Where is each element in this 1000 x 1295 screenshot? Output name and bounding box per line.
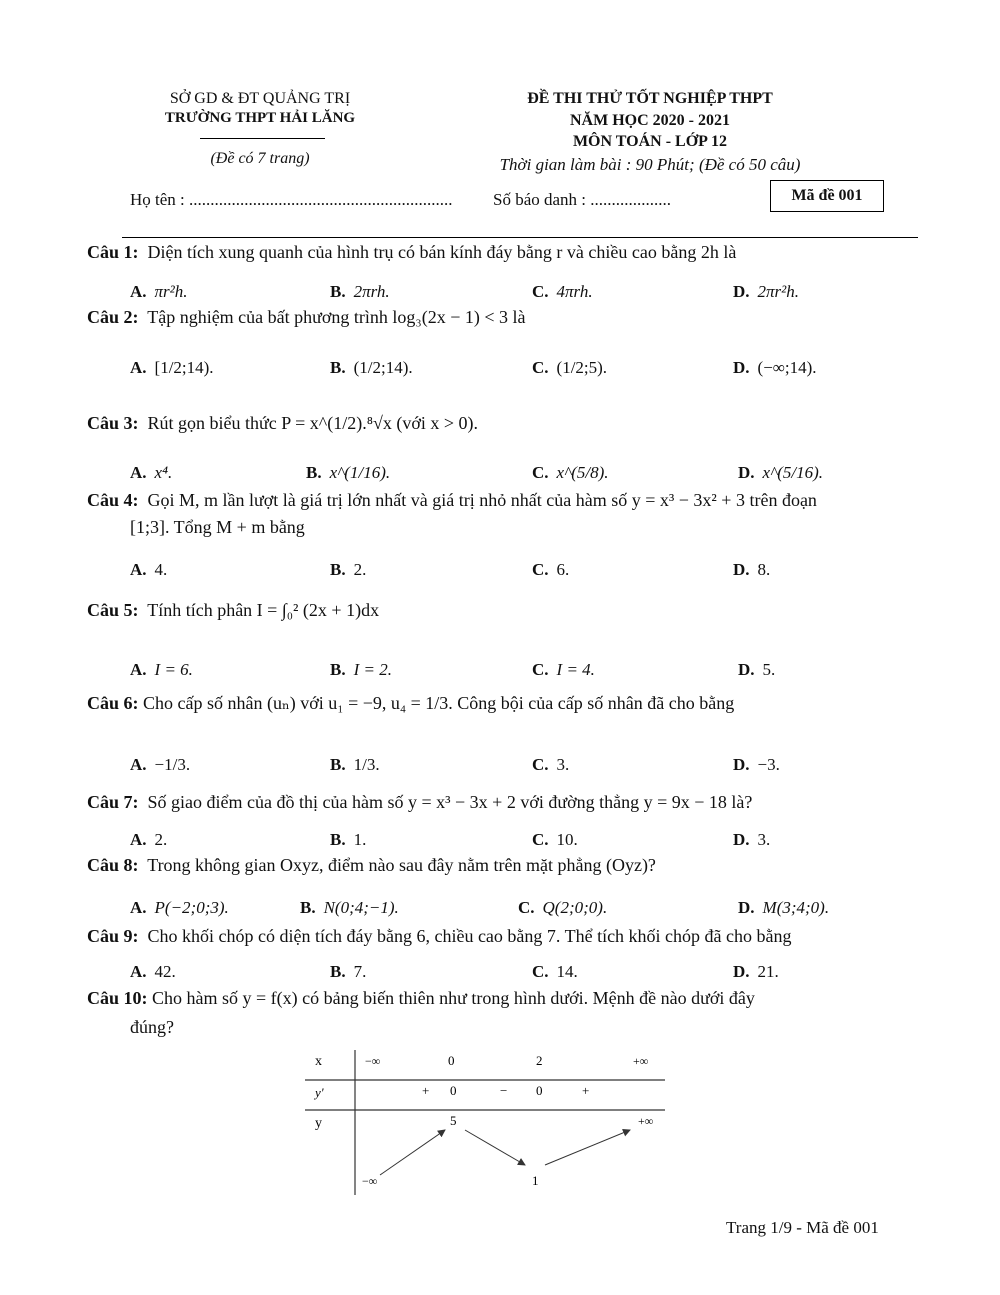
yp-val-3: −: [500, 1083, 508, 1098]
question-2: Câu 2: Tập nghiệm của bất phương trình log₃(2x − 1) < 3 là: [87, 307, 526, 327]
yp-val-1: +: [422, 1083, 430, 1098]
x-val-4: +∞: [633, 1054, 649, 1068]
x-val-3: 2: [536, 1053, 543, 1068]
time-note: Thời gian làm bài : 90 Phút; (Đề có 50 câu): [499, 155, 801, 174]
q6-option-d: D. −3.: [733, 755, 780, 774]
y-val-pinf: +∞: [638, 1114, 654, 1128]
y-label: y: [315, 1116, 322, 1131]
q7-option-a: A. 2.: [130, 830, 168, 849]
q4-option-c: C. 6.: [532, 560, 570, 579]
q3-option-a: A. x⁴.: [130, 463, 173, 482]
y-val-min: 1: [532, 1173, 539, 1188]
q1-option-d: D. 2πr²h.: [733, 282, 800, 301]
q5-option-b: B. I = 2.: [330, 660, 392, 679]
q9-option-b: B. 7.: [330, 962, 367, 981]
exam-code-box: Mã đề 001: [770, 180, 884, 212]
x-val-1: −∞: [365, 1054, 381, 1068]
subject: MÔN TOÁN - LỚP 12: [572, 133, 728, 150]
q8-option-d: D. M(3;4;0).: [738, 898, 830, 917]
question-9: Câu 9: Cho khối chóp có diện tích đáy bằng 6, chiều cao bằng 7. Thể tích khối chóp đã cho bằng: [87, 926, 792, 946]
q8-option-a: A. P(−2;0;3).: [130, 898, 229, 917]
q8-option-b: B. N(0;4;−1).: [300, 898, 399, 917]
dept-name: SỞ GD & ĐT QUẢNG TRỊ: [169, 90, 351, 107]
arrow-up-1: [380, 1130, 445, 1175]
question-4-cont: [1;3]. Tổng M + m bằng: [130, 517, 305, 537]
q4-option-b: B. 2.: [330, 560, 367, 579]
yp-label: y': [315, 1085, 324, 1100]
school-name: TRƯỜNG THPT HẢI LĂNG: [164, 110, 356, 126]
q7-option-b: B. 1.: [330, 830, 367, 849]
q9-option-a: A. 42.: [130, 962, 176, 981]
school-year: NĂM HỌC 2020 - 2021: [570, 112, 730, 129]
q7-option-c: C. 10.: [532, 830, 578, 849]
q3-option-b: B. x^(1/16).: [306, 463, 391, 482]
arrow-up-2: [545, 1130, 630, 1165]
question-6: Câu 6: Cho cấp số nhân (uₙ) với u₁ = −9, u₄ = 1/3. Công bội của cấp số nhân đã cho bằng: [87, 693, 735, 713]
name-line: Họ tên : ..............................................................: [130, 190, 453, 209]
q1-option-c: C. 4πrh.: [532, 282, 593, 301]
q6-option-c: C. 3.: [532, 755, 570, 774]
y-val-minf: −∞: [362, 1174, 378, 1188]
id-line: Số báo danh : ...................: [493, 190, 672, 209]
q2-option-a: A. [1/2;14).: [130, 358, 214, 377]
yp-val-5: +: [582, 1083, 590, 1098]
q3-option-d: D. x^(5/16).: [738, 463, 824, 482]
q5-option-d: D. 5.: [738, 660, 776, 679]
question-7: Câu 7: Số giao điểm của đồ thị của hàm số y = x³ − 3x + 2 với đường thẳng y = 9x − 18 là?: [87, 792, 753, 812]
q2-option-b: B. (1/2;14).: [330, 358, 413, 377]
pages-note: (Đề có 7 trang): [210, 150, 310, 167]
q1-option-b: B. 2πrh.: [330, 282, 390, 301]
q3-option-c: C. x^(5/8).: [532, 463, 609, 482]
arrow-down: [465, 1130, 525, 1165]
header-rule: [122, 237, 918, 238]
question-10-cont: đúng?: [130, 1017, 174, 1037]
q4-option-d: D. 8.: [733, 560, 771, 579]
y-val-max: 5: [450, 1113, 457, 1128]
exam-title: ĐỀ THI THỬ TỐT NGHIỆP THPT: [527, 90, 773, 107]
q9-option-d: D. 21.: [733, 962, 779, 981]
q8-option-c: C. Q(2;0;0).: [518, 898, 608, 917]
q2-option-c: C. (1/2;5).: [532, 358, 608, 377]
question-1: Câu 1: Diện tích xung quanh của hình trụ có bán kính đáy bằng r và chiều cao bằng 2h là: [87, 242, 737, 262]
q9-option-c: C. 14.: [532, 962, 578, 981]
x-label: x: [315, 1054, 322, 1069]
question-8: Câu 8: Trong không gian Oxyz, điểm nào sau đây nằm trên mặt phẳng (Oyz)?: [87, 855, 656, 875]
question-10: Câu 10: Cho hàm số y = f(x) có bảng biến thiên như trong hình dưới. Mệnh đề nào dưới đây: [87, 988, 755, 1008]
question-5: Câu 5: Tính tích phân I = ∫₀² (2x + 1)dx: [87, 600, 380, 620]
question-3: Câu 3: Rút gọn biểu thức P = x^(1/2).⁸√x (với x > 0).: [87, 413, 479, 433]
q7-option-d: D. 3.: [733, 830, 771, 849]
q6-option-b: B. 1/3.: [330, 755, 380, 774]
q2-option-d: D. (−∞;14).: [733, 358, 817, 377]
yp-val-2: 0: [450, 1083, 457, 1098]
q1-option-a: A. πr²h.: [130, 282, 188, 301]
q5-option-a: A. I = 6.: [130, 660, 193, 679]
variation-table: [300, 1045, 680, 1200]
page-footer: Trang 1/9 - Mã đề 001: [726, 1218, 879, 1237]
q4-option-a: A. 4.: [130, 560, 168, 579]
q6-option-a: A. −1/3.: [130, 755, 191, 774]
question-4: Câu 4: Gọi M, m lần lượt là giá trị lớn nhất và giá trị nhỏ nhất của hàm số y = x³ − 3x² + 3 trên đoạn: [87, 490, 817, 510]
header-divider: [200, 138, 325, 139]
yp-val-4: 0: [536, 1083, 543, 1098]
x-val-2: 0: [448, 1053, 455, 1068]
q5-option-c: C. I = 4.: [532, 660, 595, 679]
